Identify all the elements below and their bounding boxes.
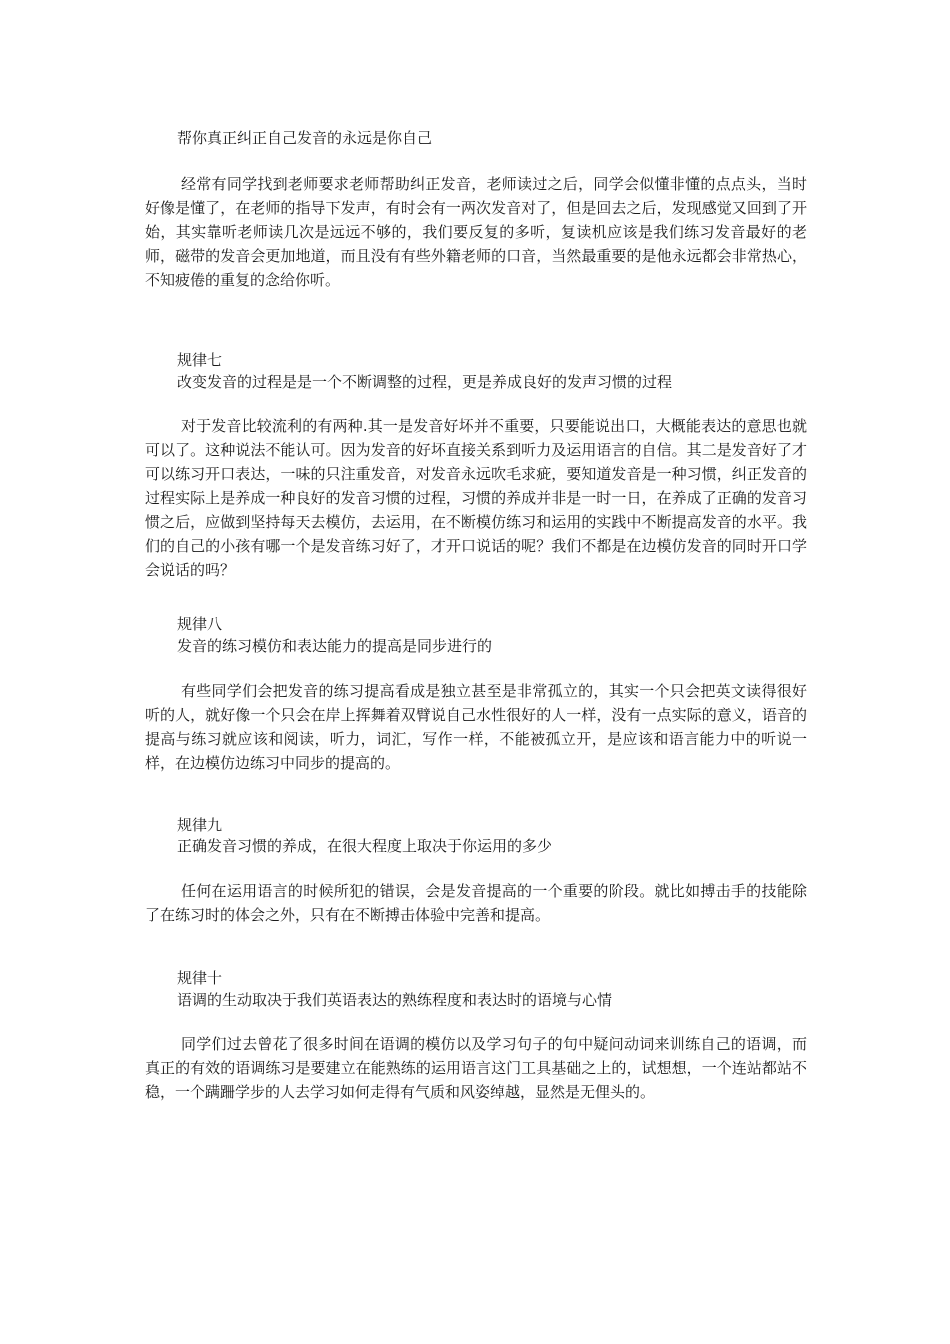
rule-label: 规律八 — [177, 615, 223, 633]
rule-label: 规律十 — [177, 969, 223, 987]
rule-body: 任何在运用语言的时候所犯的错误，会是发音提高的一个重要的阶段。就比如搏击手的技能除了在练习时的体会之外，只有在不断搏击体验中完善和提高。 — [145, 882, 807, 924]
rule-title: 发音的练习模仿和表达能力的提高是同步进行的 — [177, 637, 493, 655]
section-body: 经常有同学找到老师要求老师帮助纠正发音，老师读过之后，同学会似懂非懂的点点头，当时好像是懂了，在老师的指导下发声，有时会有一两次发音对了，但是回去之后，发现感觉又回到了开始，其实靠听老师读几次是远远不够的，我们要反复的多听，复读机应该是我们练习发音最好的老师，磁带的发音会更加地道，而且没有有些外籍老师的口音，当然最重要的是他永远都会非常热心，不知疲倦的重复的念给你听。 — [145, 175, 807, 289]
rule-label: 规律七 — [177, 351, 223, 369]
rule-body: 对于发音比较流利的有两种.其一是发音好坏并不重要，只要能说出口，大概能表达的意思也就可以了。这种说法不能认可。因为发音的好坏直接关系到听力及运用语言的自信。其二是发音好了才可以练习开口表达，一味的只注重发音，对发音永远吹毛求疵，要知道发音是一种习惯，纠正发音的过程实际上是养成一种良好的发音习惯的过程，习惯的养成并非是一时一日，在养成了正确的发音习惯之后，应做到坚持每天去模仿，去运用，在不断模仿练习和运用的实践中不断提高发音的水平。我们的自己的小孩有哪一个是发音练习好了，才开口说话的呢？我们不都是在边模仿发音的同时开口学会说话的吗？ — [145, 417, 807, 579]
rule-body: 有些同学们会把发音的练习提高看成是独立甚至是非常孤立的，其实一个只会把英文读得很好听的人，就好像一个只会在岸上挥舞着双臂说自己水性很好的人一样，没有一点实际的意义，语音的提高与练习就应该和阅读，听力，词汇，写作一样，不能被孤立开，是应该和语言能力中的听说一样，在边模仿边练习中同步的提高的。 — [145, 682, 807, 772]
rule-title: 改变发音的过程是是一个不断调整的过程，更是养成良好的发声习惯的过程 — [177, 373, 673, 391]
rule-label: 规律九 — [177, 816, 223, 834]
section-title: 帮你真正纠正自己发音的永远是你自己 — [177, 129, 433, 147]
rule-title: 语调的生动取决于我们英语表达的熟练程度和表达时的语境与心情 — [177, 991, 613, 1009]
rule-title: 正确发音习惯的养成，在很大程度上取决于你运用的多少 — [177, 837, 553, 855]
rule-body: 同学们过去曾花了很多时间在语调的模仿以及学习句子的句中疑问动词来训练自己的语调，而真正的有效的语调练习是要建立在能熟练的运用语言这门工具基础之上的，试想想，一个连站都站不稳，一个蹒跚学步的人去学习如何走得有气质和风姿绰越，显然是无俚头的。 — [145, 1035, 807, 1101]
